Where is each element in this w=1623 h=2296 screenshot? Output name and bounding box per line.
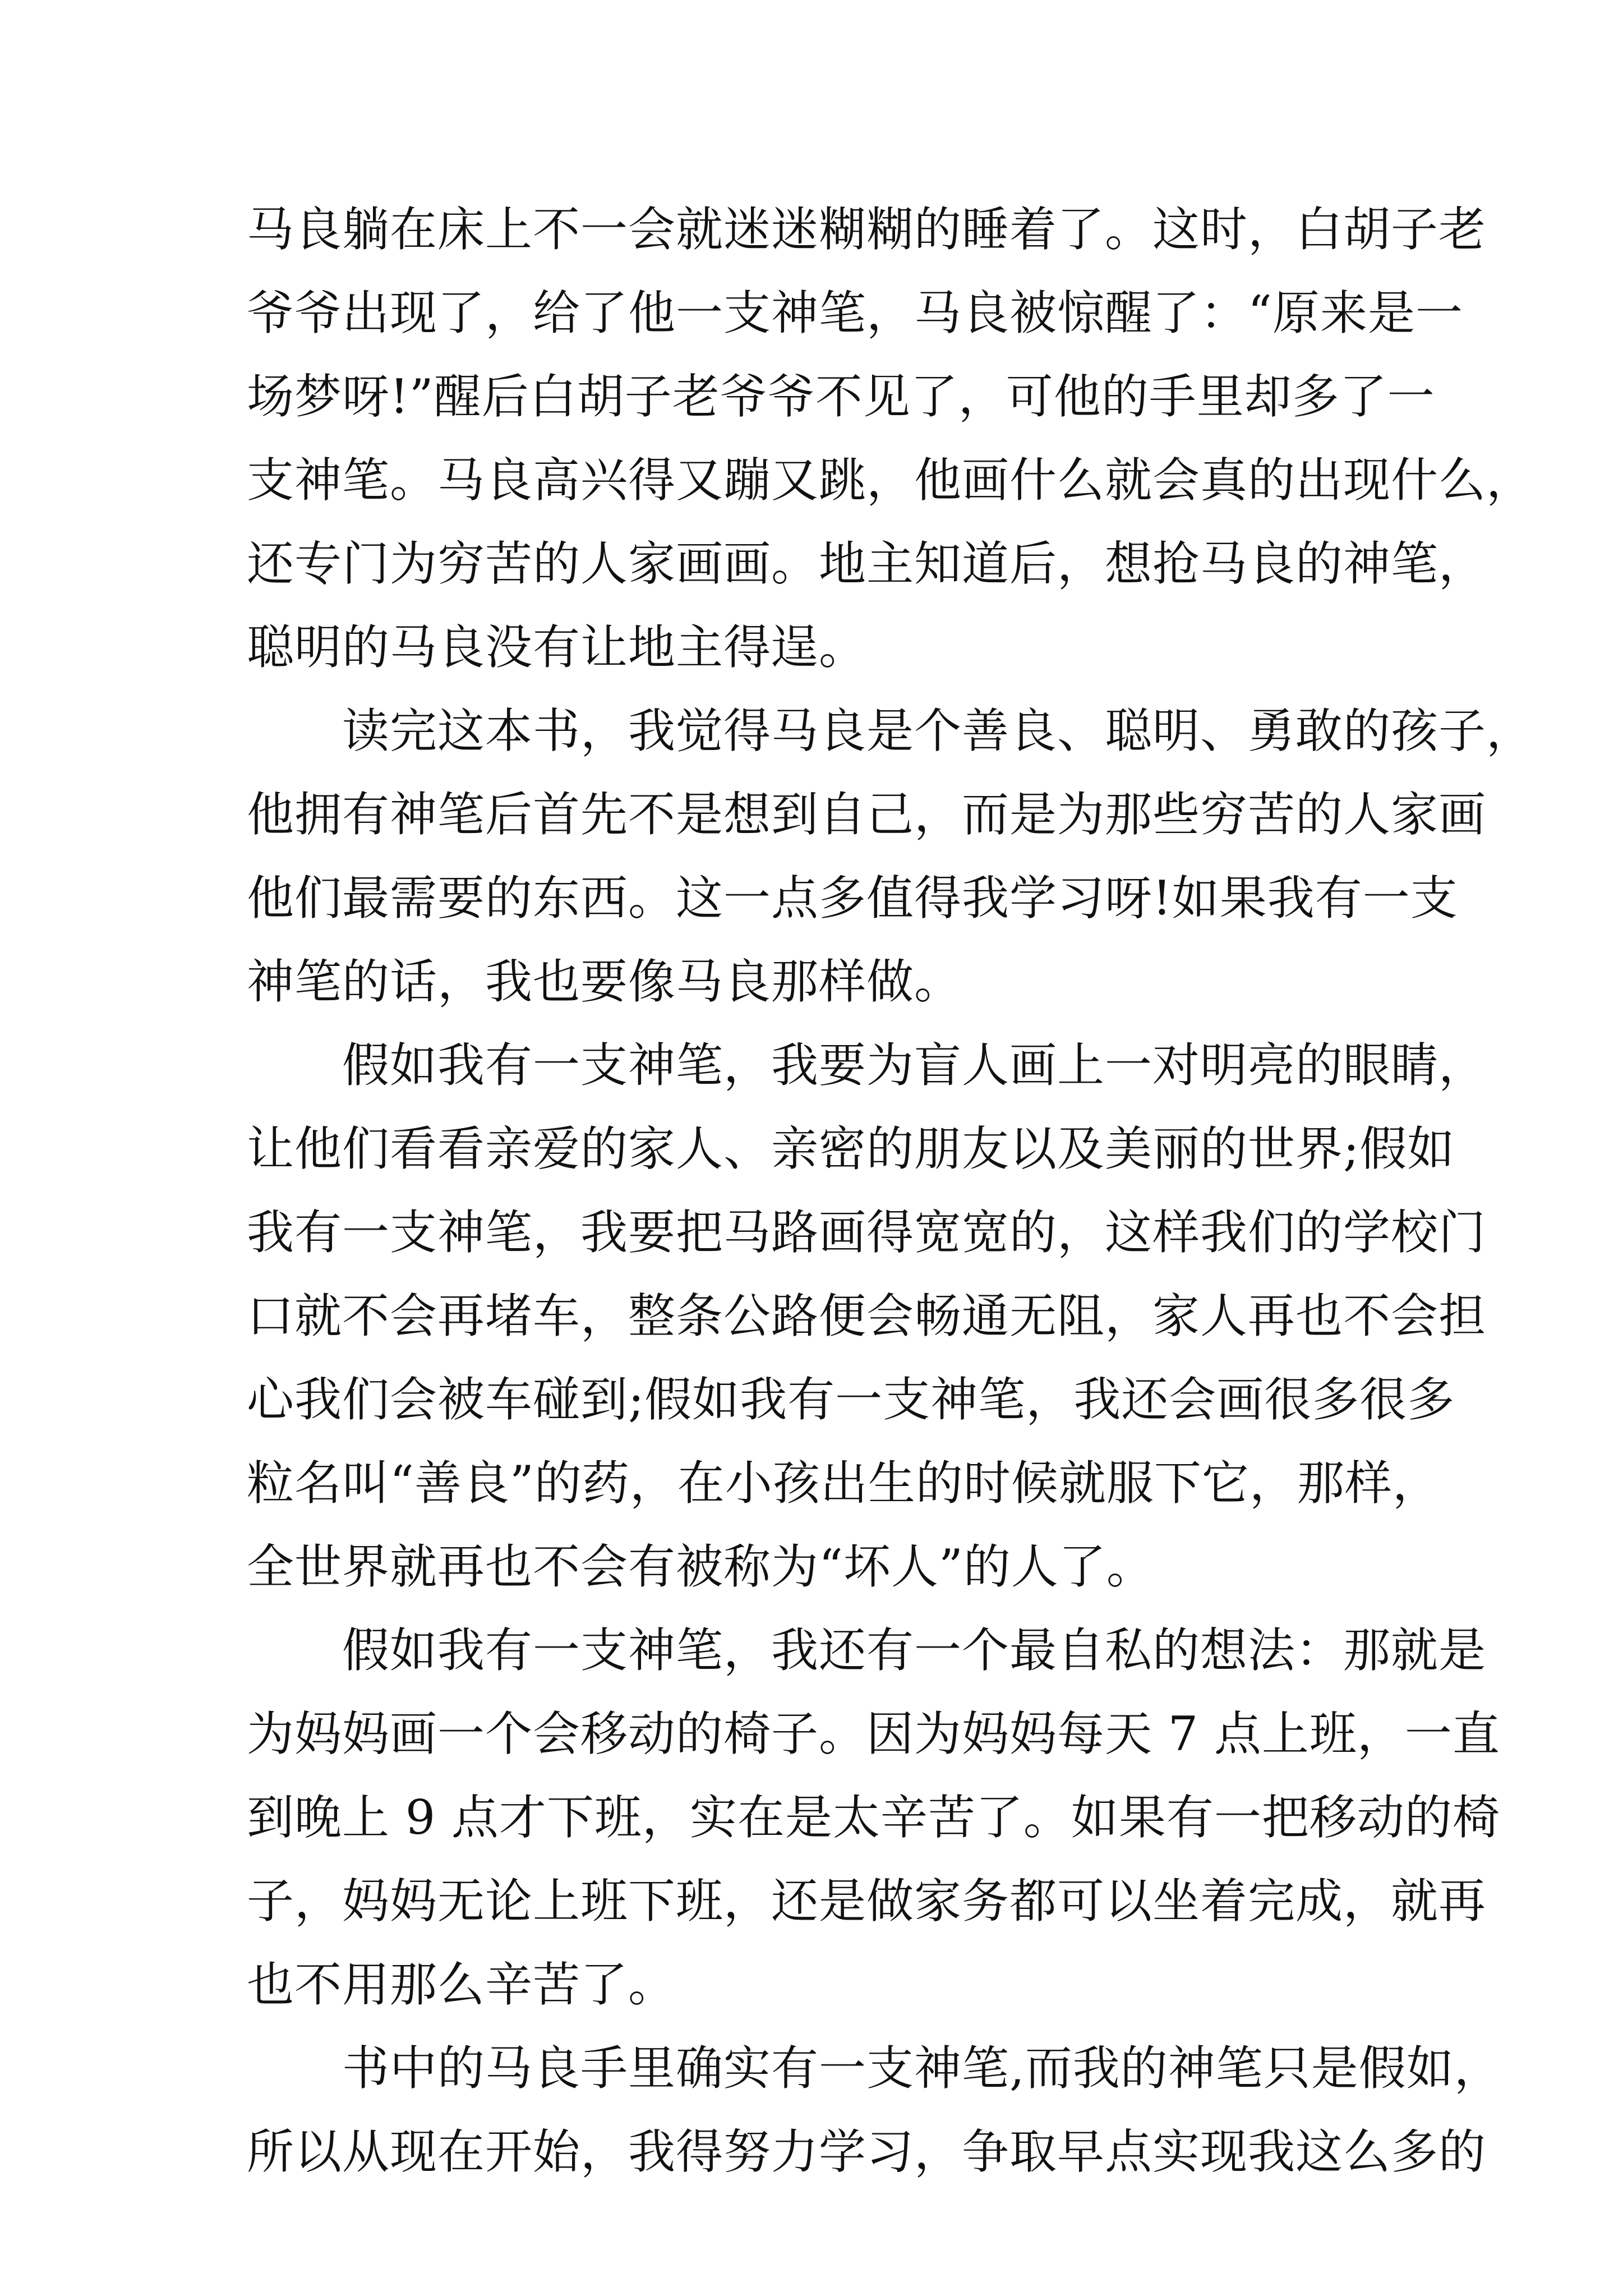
text-line: 心我们会被车碰到;假如我有一支神笔，我还会画很多很多 (247, 1372, 1455, 1427)
paragraph-5 (247, 2027, 1502, 2194)
text-line: 假如我有一支神笔，我还有一个最自私的想法：那就是 (247, 1623, 1487, 1678)
text-line: 书中的马良手里确实有一支神笔,而我的神笔只是假如， (247, 2041, 1502, 2096)
text-line: 我有一支神笔，我要把马路画得宽宽的，这样我们的学校门 (247, 1205, 1487, 1260)
paragraph-2 (247, 689, 1534, 1024)
text-line: 假如我有一支神笔，我要为盲人画上一对明亮的眼睛， (247, 1038, 1487, 1093)
text-line: 马良躺在床上不一会就迷迷糊糊的睡着了。这时，白胡子老 (247, 202, 1487, 257)
text-line: 子，妈妈无论上班下班，还是做家务都可以坐着完成，就再 (247, 1874, 1487, 1929)
text-line: 全世界就再也不会有被称为“坏人”的人了。 (247, 1539, 1154, 1594)
text-line: 为妈妈画一个会移动的椅子。因为妈妈每天 7 点上班，一直 (247, 1706, 1500, 1761)
text-line: 也不用那么辛苦了。 (247, 1957, 676, 2012)
text-line: 爷爷出现了，给了他一支神笔，马良被惊醒了：“原来是一 (247, 286, 1463, 341)
text-line: 所以从现在开始，我得努力学习，争取早点实现我这么多的 (247, 2124, 1487, 2179)
paragraph-3 (247, 1024, 1487, 1609)
text-line: 到晚上 9 点才下班，实在是太辛苦了。如果有一把移动的椅 (247, 1790, 1500, 1845)
text-line: 场梦呀!”醒后白胡子老爷爷不见了，可他的手里却多了一 (247, 369, 1435, 424)
text-line: 口就不会再堵车，整条公路便会畅通无阻，家人再也不会担 (247, 1289, 1487, 1343)
text-line: 他们最需要的东西。这一点多值得我学习呀!如果我有一支 (247, 871, 1458, 926)
text-line: 粒名叫“善良”的药，在小孩出生的时候就服下它，那样， (247, 1456, 1440, 1511)
document-body (247, 188, 1534, 2194)
paragraph-4 (247, 1609, 1500, 2027)
paragraph-1 (247, 188, 1534, 689)
text-line: 读完这本书，我觉得马良是个善良、聪明、勇敢的孩子， (247, 703, 1534, 758)
text-line: 让他们看看亲爱的家人、亲密的朋友以及美丽的世界;假如 (247, 1121, 1455, 1176)
text-line: 神笔的话，我也要像马良那样做。 (247, 954, 962, 1009)
text-line: 支神笔。马良高兴得又蹦又跳，他画什么就会真的出现什么， (247, 453, 1534, 508)
text-line: 聪明的马良没有让地主得逞。 (247, 620, 867, 675)
text-line: 他拥有神笔后首先不是想到自己，而是为那些穷苦的人家画 (247, 787, 1487, 842)
text-line: 还专门为穷苦的人家画画。地主知道后，想抢马良的神笔， (247, 536, 1487, 591)
